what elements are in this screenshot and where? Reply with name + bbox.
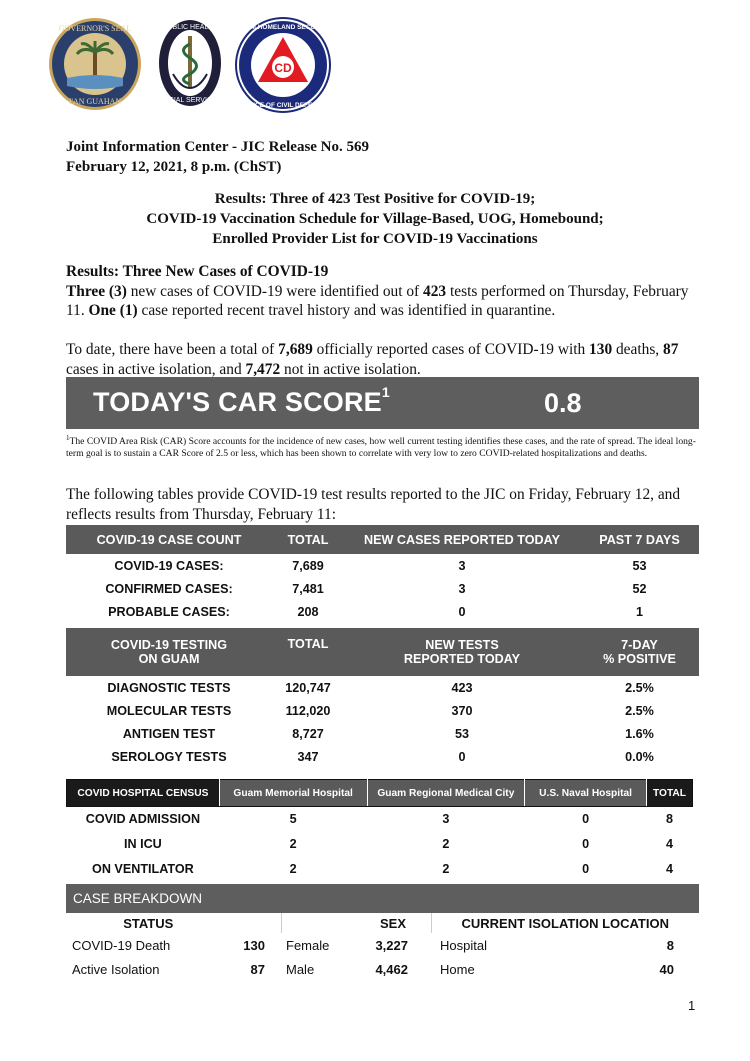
release-number: Joint Information Center - JIC Release No. 569 <box>66 139 370 155</box>
testing-header <box>66 628 699 676</box>
table-row: CONFIRMED CASES: 7,481 3 52 <box>105 581 647 596</box>
header-status: STATUS <box>66 913 281 933</box>
table-row: COVID-19 Death 130 Female 3,227 Hospital 8 <box>72 937 674 953</box>
header-new-cases: NEW CASES REPORTED TODAY <box>364 532 560 547</box>
headline-2: COVID-19 Vaccination Schedule for Village-Based, UOG, Homebound; <box>146 211 604 227</box>
case-count-table <box>66 525 699 623</box>
car-footnote: $^1$The COVID Area Risk (CAR) Score accounts for the incidence of new cases, how well current testing identifies these cases, and the rate of spread. The ideal long-term goal is to sustain a CAR Score of 2.5 or less, which has been shown to correlate with very low to zero COVID-related hospitalizations and deaths. <box>66 434 696 460</box>
table-row: PROBABLE CASES: 208 0 1 <box>108 604 643 619</box>
hospital-census-table <box>66 779 693 882</box>
header-past-7-days: PAST 7 DAYS <box>599 532 680 547</box>
table-row: SEROLOGY TESTS 347 0 0.0% <box>111 749 654 764</box>
headline-3: Enrolled Provider List for COVID-19 Vaccinations <box>212 231 538 247</box>
census-header <box>67 780 693 807</box>
header-total: TOTAL <box>287 532 329 547</box>
svg-text:SOCIAL SERVICES: SOCIAL SERVICES <box>158 97 222 104</box>
release-header <box>66 137 369 177</box>
header-7-day-positive: 7-DAY % POSITIVE <box>603 638 676 666</box>
results-section <box>66 262 706 321</box>
public-health-seal-icon <box>157 18 223 108</box>
table-row: DIAGNOSTIC TESTS 120,747 423 2.5% <box>107 680 654 695</box>
table-row: ANTIGEN TEST 8,727 53 1.6% <box>122 726 654 741</box>
header-testing: COVID-19 TESTING ON GUAM <box>110 638 228 666</box>
table-row: MOLECULAR TESTS 112,020 370 2.5% <box>106 703 654 718</box>
testing-table <box>66 628 699 768</box>
results-heading: Results: Three New Cases of COVID-19 <box>66 263 329 280</box>
table-row: COVID-19 CASES: 7,689 3 53 <box>114 558 647 573</box>
header-new-tests: NEW TESTS REPORTED TODAY <box>403 638 521 666</box>
results-paragraph-2: To date, there have been a total of 7,689 officially reported cases of COVID-19 with 130 deaths, 87 cases in active isolation, and 7,472 not in active isolation. <box>66 341 679 378</box>
results-paragraph-1: Three (3) new cases of COVID-19 were identified out of 423 tests performed on Thursday, February 11. One (1) case reported recent travel history and was identified in quarantine. <box>66 282 689 319</box>
table-row: ON VENTILATOR 2 2 0 4 <box>92 862 673 876</box>
header-total: TOTAL <box>287 637 329 651</box>
case-breakdown-table <box>66 913 699 981</box>
civil-defense-seal-icon <box>234 16 332 114</box>
car-score-value: 0.8 <box>544 388 582 418</box>
breakdown-header <box>66 913 699 933</box>
car-score-banner <box>66 377 699 429</box>
tables-intro: The following tables provide COVID-19 test results reported to the JIC on Friday, February 12, and reflects results from Thursday, February 11: <box>66 486 681 523</box>
header-isolation-location: CURRENT ISOLATION LOCATION <box>461 915 669 931</box>
car-score-title: TODAY'S CAR SCORE$^1$ <box>93 384 390 417</box>
case-count-header <box>66 525 699 554</box>
header-gmh: Guam Memorial Hospital <box>219 780 367 807</box>
svg-text:PUBLIC HEALTH: PUBLIC HEALTH <box>162 24 218 31</box>
page-number: 1 <box>688 998 696 1013</box>
header-census: COVID HOSPITAL CENSUS <box>67 780 220 807</box>
table-row: Active Isolation 87 Male 4,462 Home 40 <box>72 961 674 977</box>
header-total: TOTAL <box>646 780 692 807</box>
header-case-count: COVID-19 CASE COUNT <box>96 532 242 547</box>
svg-text:OFFICE OF CIVIL DEFENSE: OFFICE OF CIVIL DEFENSE <box>240 102 326 109</box>
governors-seal-icon <box>47 16 143 112</box>
header-naval-hospital: U.S. Naval Hospital <box>525 780 647 807</box>
headlines <box>0 189 750 249</box>
case-breakdown-banner: CASE BREAKDOWN <box>66 884 699 913</box>
svg-text:I'AN GUAHAN: I'AN GUAHAN <box>68 97 122 106</box>
table-row: IN ICU 2 2 0 4 <box>124 837 673 851</box>
svg-text:CD: CD <box>274 61 292 75</box>
table-row: COVID ADMISSION 5 3 0 8 <box>85 812 673 827</box>
headline-1: Results: Three of 423 Test Positive for COVID-19; <box>214 191 536 207</box>
header-sex: SEX <box>281 913 431 933</box>
release-date: February 12, 2021, 8 p.m. (ChST) <box>66 159 282 175</box>
svg-text:GUAM HOMELAND SECURITY: GUAM HOMELAND SECURITY <box>236 24 330 31</box>
header-grmc: Guam Regional Medical City <box>367 780 525 807</box>
svg-text:GOVERNOR'S SEAL: GOVERNOR'S SEAL <box>58 24 132 33</box>
